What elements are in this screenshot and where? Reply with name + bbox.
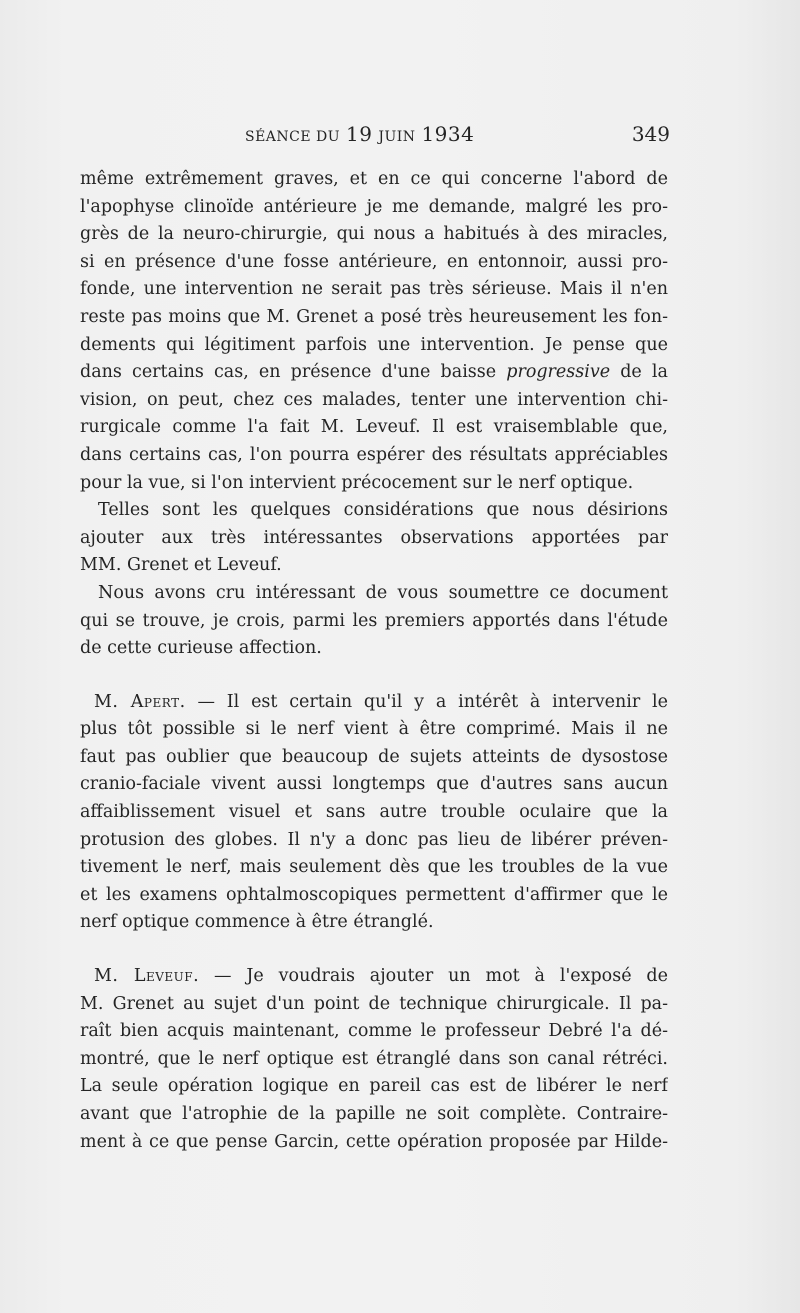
page-number: 349 [631, 122, 670, 146]
text-line: plus tôt possible si le nerf vient à être comprimé. Mais il ne [80, 719, 668, 740]
text-line: tivement le nerf, mais seulement dès que les troubles de la vue [80, 857, 668, 878]
text-line: reste pas moins que M. Grenet a posé très heureusement les fon- [80, 306, 668, 327]
text-line: dements qui légitiment parfois une intervention. Je pense que [80, 334, 668, 355]
text-line: avant que l'atrophie de la papille ne soit complète. Contraire- [80, 1104, 668, 1124]
paragraph-1 [80, 166, 668, 497]
text-segment: — Il est certain qu'il y a intérêt à intervenir le [197, 691, 668, 712]
text-line: dans certains cas, l'on pourra espérer des résultats appréciables [80, 444, 668, 465]
text-line [80, 963, 668, 991]
text-line: La seule opération logique en pareil cas est de libérer le nerf [80, 1076, 668, 1097]
text-line: rurgicale comme l'a fait M. Leveuf. Il est vraisemblable que, [80, 417, 668, 438]
text-line: si en présence d'une fosse antérieure, en entonnoir, aussi pro- [80, 251, 668, 272]
text-line: et les examens ophtalmoscopiques permettent d'affirmer que le [80, 884, 668, 905]
paragraph-gap [80, 937, 668, 963]
text-line: MM. Grenet et Leveuf. [80, 555, 282, 576]
running-header [80, 122, 670, 152]
header-month: JUIN [378, 129, 416, 145]
text-line: cranio-faciale vivent aussi longtemps que d'autres sans aucun [80, 774, 668, 795]
text-line: ajouter aux très intéressantes observations apportées par [80, 527, 668, 548]
speaker-name: M. Leveuf. [94, 966, 200, 987]
text-line: montré, que le nerf optique est étranglé dans son canal rétréci. [80, 1048, 668, 1069]
header-year: 1934 [421, 122, 475, 146]
text-segment: dans certains cas, en présence d'une baisse [80, 362, 497, 383]
text-line: ment à ce que pense Garcin, cette opération proposée par Hilde- [80, 1131, 668, 1152]
text-line: l'apophyse clinoïde antérieure je me demande, malgré les pro- [80, 196, 668, 217]
header-prefix: SÉANCE DU [245, 129, 341, 145]
text-line-with-italic [80, 359, 668, 387]
text-line: raît bien acquis maintenant, comme le professeur Debré l'a dé- [80, 1021, 668, 1042]
text-segment: — Je voudrais ajouter un mot à l'exposé de [214, 966, 668, 987]
header-day: 19 [345, 122, 373, 146]
text-line [80, 689, 668, 717]
speaker-name: M. Apert. [94, 691, 186, 712]
paragraph-gap [80, 663, 668, 689]
text-line: vision, on peut, chez ces malades, tenter une intervention chi- [80, 389, 668, 410]
text-line: grès de la neuro-chirurgie, qui nous a habitués à des miracles, [80, 224, 668, 245]
text-line: faut pas oublier que beaucoup de sujets atteints de dysostose [80, 746, 668, 767]
text-line: M. Grenet au sujet d'un point de technique chirurgicale. Il pa- [80, 993, 668, 1014]
italic-word: progressive [506, 362, 611, 383]
paragraph-apert [80, 689, 668, 937]
text-line: fonde, une intervention ne serait pas très sérieuse. Mais il n'en [80, 279, 668, 300]
text-line: Nous avons cru intéressant de vous soumettre ce document [98, 582, 668, 603]
text-line: pour la vue, si l'on intervient précocement sur le nerf optique. [80, 472, 634, 493]
paragraph-leveuf [80, 963, 668, 1156]
text-line: qui se trouve, je crois, parmi les premiers apportés dans l'étude [80, 610, 668, 631]
body-text [80, 166, 668, 1156]
text-line: de cette curieuse affection. [80, 638, 322, 659]
text-line: nerf optique commence à être étranglé. [80, 912, 434, 933]
text-line: protusion des globes. Il n'y a donc pas lieu de libérer préven- [80, 829, 668, 850]
paragraph-3 [80, 580, 668, 663]
text-line: Telles sont les quelques considérations que nous désirions [98, 500, 668, 521]
paragraph-2 [80, 497, 668, 580]
text-line: même extrêmement graves, et en ce qui concerne l'abord de [80, 169, 668, 189]
text-line: affaiblissement visuel et sans autre trouble oculaire que la [80, 802, 668, 823]
header-title [245, 122, 474, 146]
text-segment: de la [620, 362, 668, 383]
